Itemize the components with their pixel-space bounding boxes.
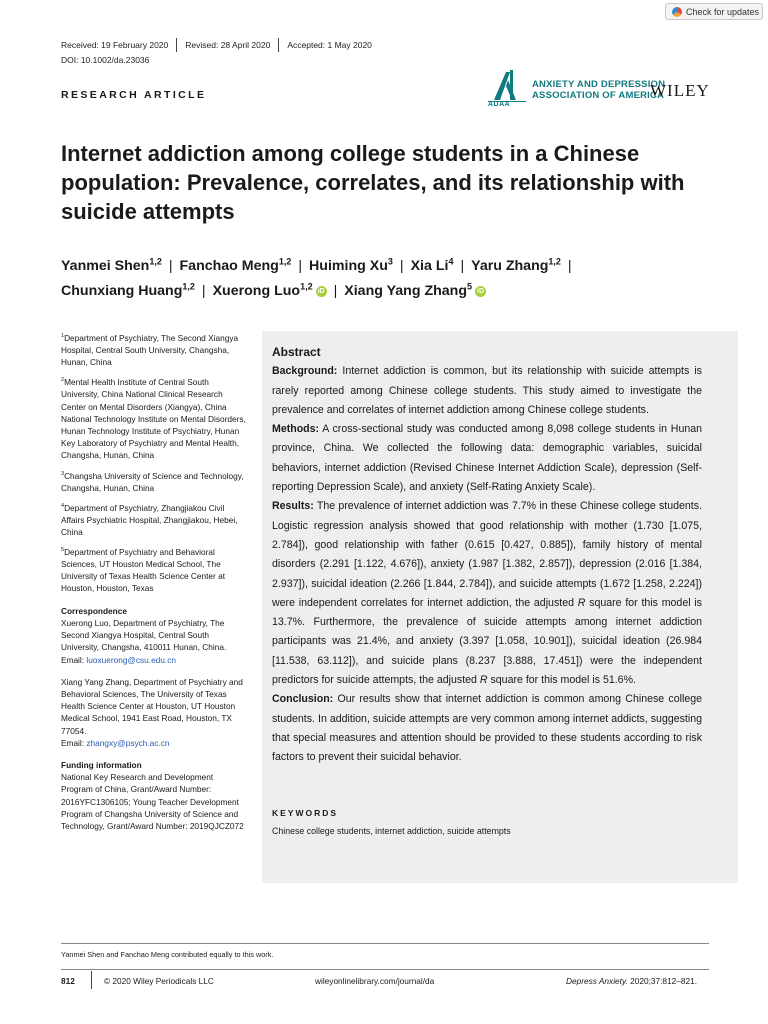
society-name-line1: ANXIETY AND DEPRESSION — [532, 79, 666, 90]
correspondence-entry: Xiang Yang Zhang, Department of Psychiatry and Behavioral Sciences, The University of Texas Health Science Center at Houston, UT Houston Medical School, 1941 East Road, Houston, TX 77054. Email: zhangxy@psych.ac.cn — [61, 676, 243, 748]
divider — [91, 971, 92, 989]
author[interactable]: Xia Li$^4$ — [410, 256, 454, 274]
accepted-date: Accepted: 1 May 2020 — [287, 40, 372, 50]
author[interactable]: Chunxiang Huang$^{1,2}$ — [61, 281, 195, 299]
abstract-methods: Methods: A cross-sectional study was conducted among 8,098 college students in Hunan province, China. We collected the following data: demographic variables, suicidal behaviors, internet addiction (Revised Chinese Internet Addiction Scale), depression (Self-reporting Depression Scale), and anxiety (Self-Rating Anxiety Scale). — [272, 423, 703, 494]
footnote-divider — [61, 943, 709, 944]
affiliation: $^2$Mental Health Institute of Central South University, China National Clinical Research Center on Mental Disorders (Xiangya), China National Technology Institute on Mental Disorders, Hunan Technology Institute of Psychiatry, Hunan Key Laboratory of Psychiatry and Mental Health, Changsha, Hunan, China — [61, 377, 246, 461]
society-name-line2: ASSOCIATION OF AMERICA — [532, 90, 665, 101]
affiliation: $^1$Department of Psychiatry, The Second Xiangya Hospital, Central South University, Changsha, Hunan, China — [61, 332, 239, 368]
article-dates — [61, 38, 380, 52]
correspondence-entry: Xuerong Luo, Department of Psychiatry, The Second Xiangya Hospital, Central South University, Changsha, 410011 Hunan, China. Email: luoxuerong@csu.edu.cn — [61, 617, 227, 665]
copyright: © 2020 Wiley Periodicals LLC — [104, 976, 214, 986]
crossmark-icon — [672, 7, 682, 17]
correspondence-heading: Correspondence — [61, 605, 127, 616]
keywords: Chinese college students, internet addiction, suicide attempts — [272, 826, 511, 836]
orcid-icon[interactable]: iD — [477, 287, 485, 295]
citation: Depress Anxiety. 2020;37:812–821. — [566, 976, 698, 986]
keywords-heading: KEYWORDS — [272, 808, 339, 818]
affiliations-column — [61, 330, 247, 838]
affiliation: $^5$Department of Psychiatry and Behavioral Sciences, UT Houston Medical School, The University of Texas Health Science Center at Houston, Houston, Texas — [61, 546, 226, 594]
revised-date: Revised: 28 April 2020 — [185, 40, 271, 50]
footer-divider — [61, 969, 709, 970]
author[interactable]: Xuerong Luo$^{1,2}$ iD — [212, 281, 325, 299]
author[interactable]: Xiang Yang Zhang$^5$ iD — [344, 281, 485, 299]
journal-website-link[interactable]: wileyonlinelibrary.com/journal/da — [315, 976, 435, 986]
page-number: 812 — [61, 976, 75, 986]
doi: DOI: 10.1002/da.23036 — [61, 55, 150, 65]
author[interactable]: Yanmei Shen$^{1,2}$ — [61, 256, 162, 274]
article-title: Internet addiction among college students in a Chinese population: Prevalence, correlates, and its relationship with suicide attempts — [61, 141, 685, 224]
author-list: Yanmei Shen$^{1,2}$ | Fanchao Meng$^{1,2}$ | Huiming Xu$^3$ | Xia Li$^4$ | Yaru Zhang$^{1,2}$ | Chunxiang Huang$^{1,2}$ | Xuerong Luo$^{1,2}$ iD | Xiang Yang Zhang$^5$ iD — [61, 256, 572, 299]
author[interactable]: Yaru Zhang$^{1,2}$ — [471, 256, 561, 274]
abstract — [272, 343, 702, 768]
author[interactable]: Fanchao Meng$^{1,2}$ — [179, 256, 292, 274]
abstract-background: Background: Internet addiction is common, but its relationship with suicide attempts is rarely reported among Chinese college students. This study aimed to investigate the prevalence and correlates of internet addiction among Chinese college students. — [272, 365, 702, 416]
publisher-logo: WILEY — [650, 81, 710, 100]
check-for-updates-label: Check for updates — [686, 6, 760, 17]
author[interactable]: Huiming Xu$^3$ — [309, 256, 393, 274]
check-for-updates-button[interactable] — [665, 3, 763, 20]
email-link[interactable]: zhangxy@psych.ac.cn — [86, 737, 170, 748]
email-link[interactable]: luoxuerong@csu.edu.cn — [86, 654, 176, 665]
abstract-conclusion: Conclusion: Our results show that internet addiction is common among Chinese college students. In addition, suicide attempts are very common among internet addicts, suggesting that special measures and attention should be provided to these students according to risk factors to prevent their suicidal behavior. — [272, 693, 702, 764]
affiliation: $^4$Department of Psychiatry, Zhangjiakou Civil Affairs Psychiatric Hospital, Zhangjiakou, Hebei, China — [61, 502, 238, 537]
society-name — [532, 79, 665, 101]
abstract-heading: Abstract — [272, 345, 321, 359]
funding-text: National Key Research and Development Program of China, Grant/Award Number: 2016YFC1306105; Young Teacher Development Program of Changsha University of Science and Technology, Grant/Award Number: 2019QJCZ072 — [61, 772, 244, 831]
funding-heading: Funding information — [61, 759, 142, 770]
affiliation: $^3$Changsha University of Science and Technology, Changsha, Hunan, China — [61, 470, 244, 493]
abstract-results: Results: The prevalence of internet addiction was 7.7% in these Chinese college students. Logistic regression analysis showed that good relationship with mother (1.730 [1.075, 2.784]), good relationship with father (0.615 [0.427, 0.885]), family history of mental disorders (2.291 [1.122, 4.676]), anxiety (1.987 [1.382, 2.857]), depression (2.016 [1.384, 2.937]), suicidal ideation (2.266 [1.844, 2.784]), and suicide attempts (1.672 [1.258, 2.224]) were independent correlates for internet addiction, the adjusted R square for this model is 13.7%. Furthermore, the prevalence of suicide attempts among internet addiction participants was 21.4%, and anxiety (3.397 [1.058, 10.901]), suicidal ideation (26.984 [11.538, 63.112]), and suicide plans (8.237 [3.888, 17.451]) were the independent predictors for suicide attempts, the adjusted R square for this model is 51.6%. — [272, 500, 702, 687]
article-type: RESEARCH ARTICLE — [61, 89, 207, 101]
orcid-icon[interactable]: iD — [317, 287, 325, 295]
footnote: Yanmei Shen and Fanchao Meng contributed equally to this work. — [61, 950, 274, 959]
adaa-abbrev: ADAA — [488, 101, 511, 108]
received-date: Received: 19 February 2020 — [61, 40, 169, 50]
